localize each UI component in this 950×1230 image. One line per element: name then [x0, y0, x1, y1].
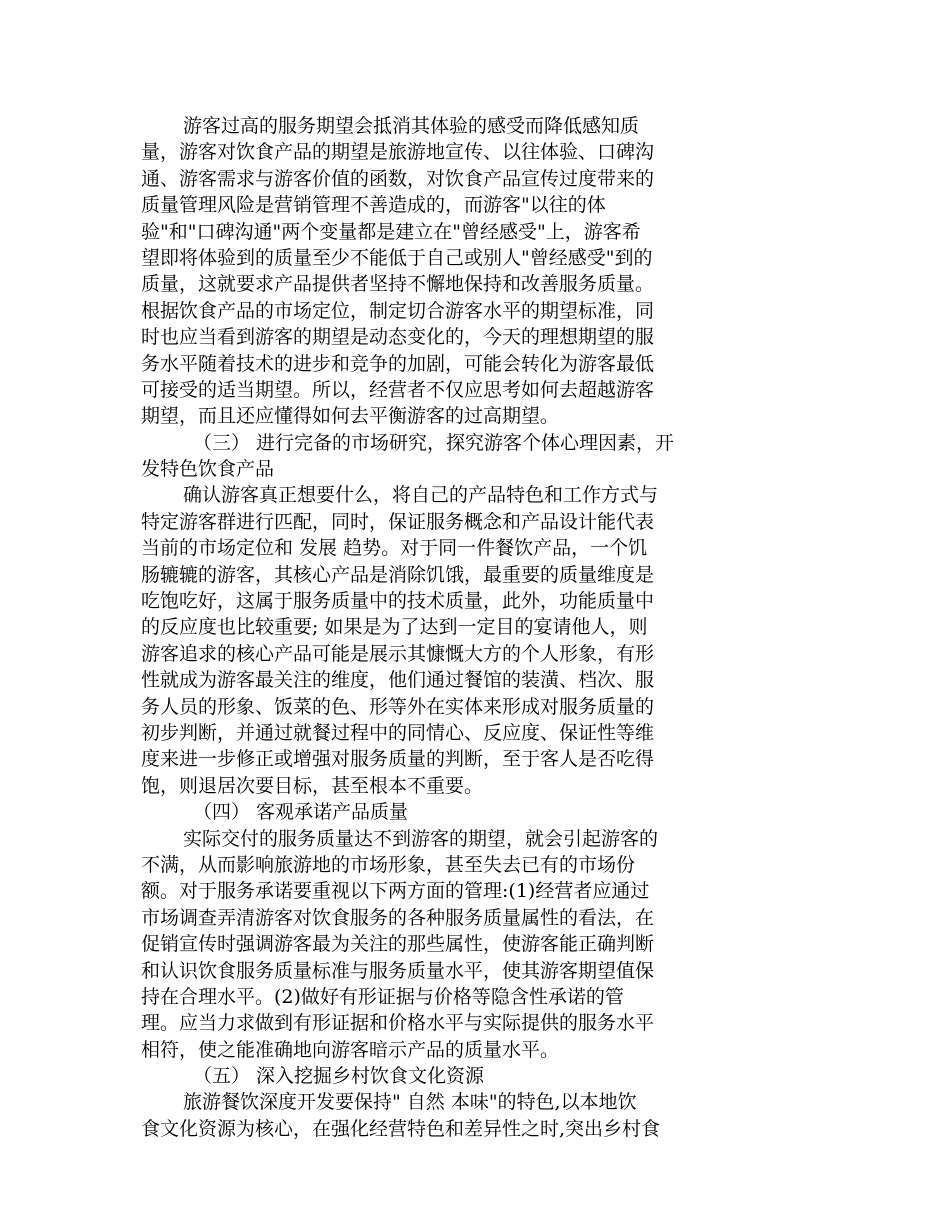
text-line: 根据饮食产品的市场定位，制定切合游客水平的期望标准，同: [141, 299, 655, 322]
text-line: 度来进一步修正或增强对服务质量的判断，至于客人是否吃得: [141, 748, 655, 771]
text-line: 额。对于服务承诺要重视以下两方面的管理:(1)经营者应通过: [141, 880, 650, 903]
text-line: 相符，使之能准确地向游客暗示产品的质量水平。: [141, 1038, 560, 1061]
text-line: 游客过高的服务期望会抵消其体验的感受而降低感知质: [183, 115, 640, 137]
text-line: 市场调查弄清游客对饮食服务的各种服务质量属性的看法，在: [141, 906, 655, 929]
text-line: 促销宣传时强调游客最为关注的那些属性，使游客能正确判断: [141, 933, 655, 956]
text-line: 不满，从而影响旅游地的市场形象，甚至失去已有的市场份: [141, 853, 636, 876]
section-heading-line: （三） 进行完备的市场研究，探究游客个体心理因素，开: [193, 431, 675, 454]
section-heading-line: （四） 客观承诺产品质量: [193, 801, 409, 824]
text-line: 性就成为游客最关注的维度，他们通过餐馆的装潢、档次、服: [141, 669, 655, 692]
text-line: 的反应度也比较重要; 如果是为了达到一定目的宴请他人，则: [141, 616, 648, 639]
section-heading-line: （五） 深入挖掘乡村饮食文化资源: [193, 1065, 485, 1088]
text-line: 实际交付的服务质量达不到游客的期望，就会引起游客的: [183, 827, 659, 850]
text-line: 游客追求的核心产品可能是展示其慷慨大方的个人形象，有形: [141, 642, 655, 665]
text-line: 可接受的适当期望。所以，经营者不仅应思考如何去超越游客: [141, 378, 655, 401]
text-line: 初步判断，并通过就餐过程中的同情心、反应度、保证性等维: [141, 721, 655, 744]
text-line: 发特色饮食产品: [141, 458, 275, 481]
text-line: 当前的市场定位和 发展 趋势。对于同一件餐饮产品，一个饥: [141, 537, 648, 560]
text-line: 理。应当力求做到有形证据和价格水平与实际提供的服务水平: [141, 1012, 655, 1035]
text-line: 量，游客对饮食产品的期望是旅游地宣传、以往体验、口碑沟: [141, 141, 655, 164]
text-line: 饱，则退居次要目标，甚至根本不重要。: [141, 774, 484, 797]
text-line: 通、游客需求与游客价值的函数，对饮食产品宣传过度带来的: [141, 167, 655, 190]
text-line: 质量管理风险是营销管理不善造成的，而游客"以往的体: [141, 194, 606, 217]
text-line: 特定游客群进行匹配，同时，保证服务概念和产品设计能代表: [141, 510, 655, 533]
text-line: 质量，这就要求产品提供者坚持不懈地保持和改善服务质量。: [141, 273, 655, 296]
text-line: 持在合理水平。(2)做好有形证据与价格等隐含性承诺的管: [141, 985, 624, 1008]
text-line: 时也应当看到游客的期望是动态变化的，今天的理想期望的服: [141, 326, 655, 349]
document-body: [141, 113, 741, 1142]
text-line: 望即将体验到的质量至少不能低于自己或别人"曾经感受"到的: [141, 246, 653, 269]
text-line: 确认游客真正想要什么，将自己的产品特色和工作方式与: [183, 484, 659, 507]
text-line: 食文化资源为核心，在强化经营特色和差异性之时,突出乡村食: [141, 1117, 661, 1140]
text-line: 和认识饮食服务质量标准与服务质量水平，使其游客期望值保: [141, 959, 655, 982]
text-line: 务人员的形象、饭菜的色、形等外在实体来形成对服务质量的: [141, 695, 655, 718]
text-line: 务水平随着技术的进步和竞争的加剧，可能会转化为游客最低: [141, 352, 655, 375]
text-line: 期望，而且还应懂得如何去平衡游客的过高期望。: [141, 405, 560, 428]
text-line: 旅游餐饮深度开发要保持" 自然 本味"的特色,以本地饮: [183, 1091, 637, 1114]
text-line: 吃饱吃好，这属于服务质量中的技术质量，此外，功能质量中: [141, 590, 655, 613]
text-line: 验"和"口碑沟通"两个变量都是建立在"曾经感受"上，游客希: [141, 220, 641, 243]
text-line: 肠辘辘的游客，其核心产品是消除饥饿，最重要的质量维度是: [141, 563, 655, 586]
